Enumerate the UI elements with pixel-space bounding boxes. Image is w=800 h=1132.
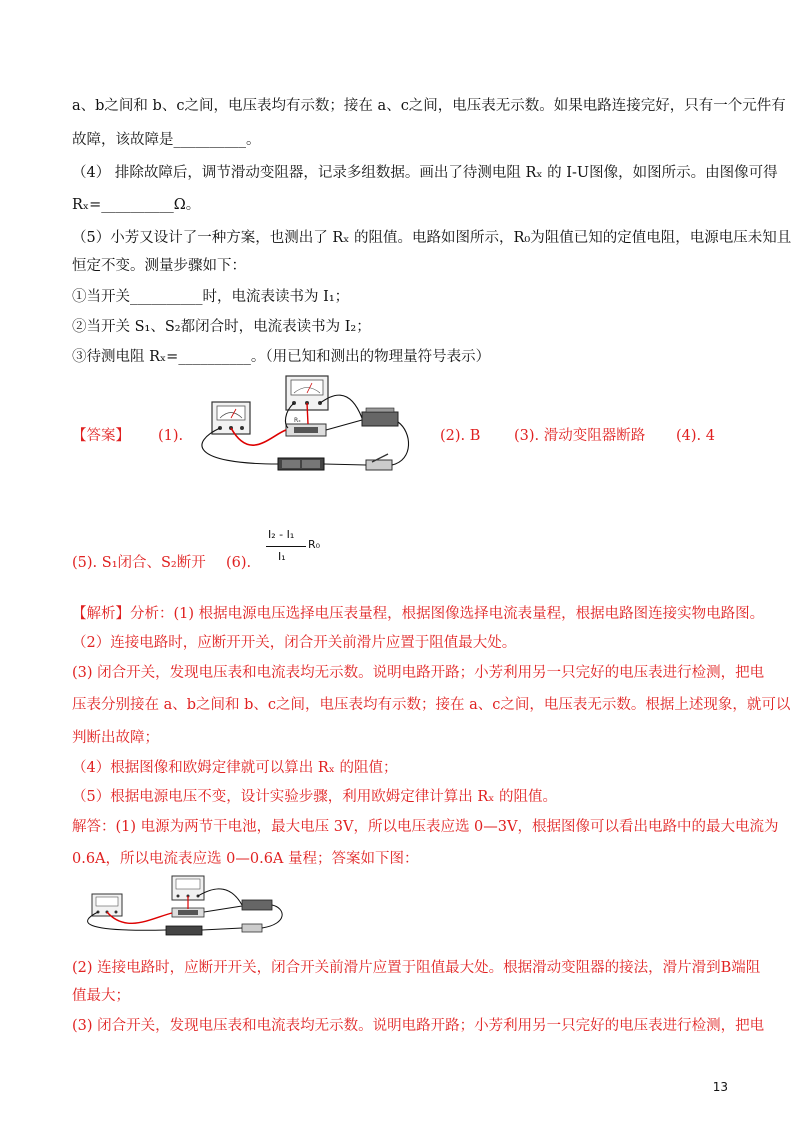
question-line-6: 恒定不变。测量步骤如下： [72,258,246,274]
answer-item-5: (5). S₁闭合、S₂断开 [72,555,206,571]
question-line-8: ②当开关 S₁、S₂都闭合时，电流表读书为 I₂； [72,319,371,335]
analysis-line-3: (3) 闭合开关，发现电压表和电流表均无示数。说明电路开路；小芳利用另一只完好的电压表进行检测，把电 [72,665,765,681]
svg-text:Rₓ: Rₓ [294,417,301,424]
question-line-9: ③待测电阻 Rₓ=__________。（用已知和测出的物理量符号表示） [72,349,491,365]
analysis-line-5: 判断出故障； [72,730,159,746]
formula-r0: R₀ [308,538,321,551]
formula-numerator: I₂ - I₁ [268,528,295,541]
analysis-line-10: (2) 连接电路时，应断开开关，闭合开关前滑片应置于阻值最大处。根据滑动变阻器的接法，滑片滑到B端阻 [72,960,761,976]
analysis-line-9: 0.6A，所以电流表应选 0—0.6A 量程；答案如下图： [72,851,419,867]
circuit-figure-answer [190,372,415,482]
question-line-3: （4） 排除故障后，调节滑动变阻器，记录多组数据。画出了待测电阻 Rₓ 的 I-U图像，如图所示。由图像可得 [72,165,778,181]
answer-formula [266,528,336,572]
answer-item-6: (6). [226,555,252,571]
formula-denominator: I₁ [278,550,286,563]
analysis-line-2: （2）连接电路时，应断开开关，闭合开关前滑片应置于阻值最大处。 [72,635,517,651]
analysis-line-8: 解答：(1) 电源为两节干电池，最大电压 3V，所以电压表应选 0—3V，根据图像可以看出电路中的最大电流为 [72,819,779,835]
analysis-line-6: （4）根据图像和欧姆定律就可以算出 Rₓ 的阻值； [72,760,398,776]
analysis-line-11: 值最大； [72,988,130,1004]
answer-item-2: (2). B [440,428,481,444]
fraction-bar [266,546,306,547]
page-number: 13 [712,1080,728,1094]
analysis-line-1: 【解析】分析：(1) 根据电源电压选择电压表量程，根据图像选择电流表量程，根据电路图连接实物电路图。 [72,606,765,622]
answer-item-3: (3). 滑动变阻器断路 [514,428,646,444]
question-line-2: 故障，该故障是__________。 [72,132,261,148]
question-line-4: Rₓ=__________Ω。 [72,197,201,213]
analysis-line-12: (3) 闭合开关，发现电压表和电流表均无示数。说明电路开路；小芳利用另一只完好的电压表进行检测，把电 [72,1018,765,1034]
circuit-figure-analysis [74,872,294,940]
question-line-7: ①当开关__________时，电流表读书为 I₁； [72,289,350,305]
analysis-line-7: （5）根据电源电压不变，设计实验步骤，利用欧姆定律计算出 Rₓ 的阻值。 [72,789,558,805]
answer-item-4: (4). 4 [676,428,715,444]
question-line-5: （5）小芳又设计了一种方案，也测出了 Rₓ 的阻值。电路如图所示，R₀为阻值已知的定值电阻，电源电压未知且 [72,230,792,246]
answer-label: 【答案】 [72,428,130,444]
question-line-1: a、b之间和 b、c之间，电压表均有示数；接在 a、c之间，电压表无示数。如果电路连接完好，只有一个元件有 [72,98,786,114]
answer-item-1: (1). [158,428,184,444]
analysis-line-4: 压表分别接在 a、b之间和 b、c之间，电压表均有示数；接在 a、c之间，电压表无示数。根据上述现象，就可以 [72,697,791,713]
